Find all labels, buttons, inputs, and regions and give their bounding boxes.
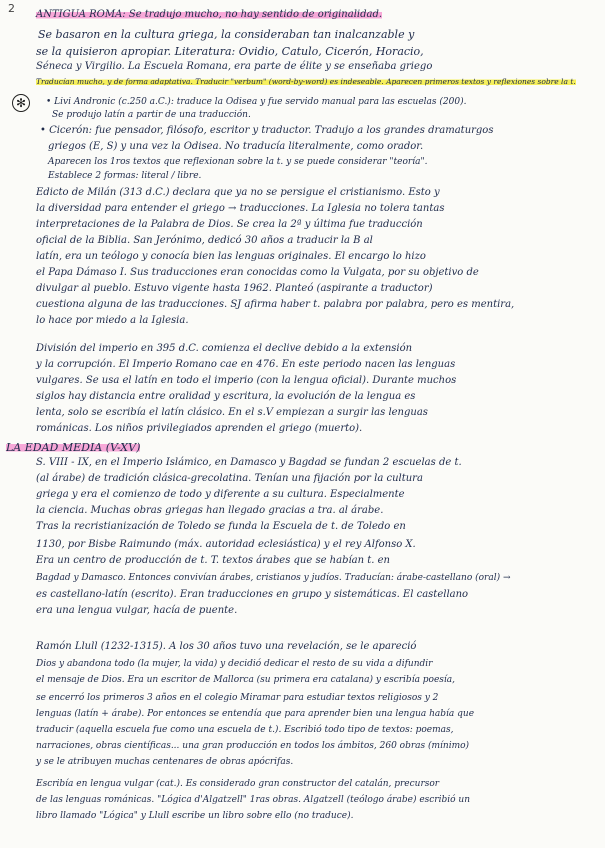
note-line: y la corrupción. El Imperio Romano cae en 476. En este periodo nacen las lenguas	[36, 359, 456, 370]
note-line: lenguas (latín + árabe). Por entonces se entendía que para aprender bien una lengua había que	[36, 709, 475, 719]
note-line: oficial de la Biblia. San Jerónimo, dedicó 30 años a traducir la B al	[36, 235, 373, 246]
note-line: lo hace por miedo a la Iglesia.	[36, 315, 189, 326]
note-line: Séneca y Virgilio. La Escuela Romana, era parte de élite y se enseñaba griego	[36, 61, 433, 72]
note-line: Traducían mucho, y de forma adaptativa. Traducir "verbum" (word-by-word) es indeseable. Aparecen primeros textos y reflexiones sobre la t.	[36, 77, 576, 86]
note-line: Tras la recristianización de Toledo se funda la Escuela de t. de Toledo en	[36, 521, 406, 532]
note-line: libro llamado "Lógica" y Llull escribe un libro sobre ello (no traduce).	[36, 811, 354, 821]
note-line: traducir (aquella escuela fue como una escuela de t.). Escribió todo tipo de textos: poemas,	[36, 725, 454, 735]
note-line: • Livi Andronic (c.250 a.C.): traduce la Odisea y fue servido manual para las escuelas (200).	[46, 97, 467, 107]
note-line: Era un centro de producción de t. T. textos árabes que se habían t. en	[36, 555, 390, 566]
note-line: Establece 2 formas: literal / libre.	[48, 171, 202, 181]
note-line: Se produjo latín a partir de una traducción.	[52, 110, 251, 120]
page-number: 2	[8, 2, 15, 15]
note-line: Se basaron en la cultura griega, la consideraban tan inalcanzable y	[38, 28, 415, 41]
note-line: la diversidad para entender el griego → traducciones. La Iglesia no tolera tantas	[36, 203, 445, 214]
note-line: Escribía en lengua vulgar (cat.). Es considerado gran constructor del catalán, precursor	[36, 779, 440, 789]
note-line: se encerró los primeros 3 años en el colegio Miramar para estudiar textos religiosos y 2	[36, 693, 439, 703]
note-line: cuestiona alguna de las traducciones. SJ afirma haber t. palabra por palabra, pero es mentira,	[36, 299, 515, 310]
note-line: la ciencia. Muchas obras griegas han llegado gracias a tra. al árabe.	[36, 505, 384, 516]
asterisk-bullet-icon: ✻	[12, 94, 30, 112]
note-line: siglos hay distancia entre oralidad y escritura, la evolución de la lengua es	[36, 391, 416, 402]
note-line: narraciones, obras científicas... una gran producción en todos los ámbitos, 260 obras (mínimo)	[36, 741, 470, 751]
note-line: Ramón Llull (1232-1315). A los 30 años tuvo una revelación, se le apareció	[36, 641, 417, 652]
note-line: románicas. Los niños privilegiados aprenden el griego (muerto).	[36, 423, 363, 434]
note-line: el mensaje de Dios. Era un escritor de Mallorca (su primera era catalana) y escribía poesía,	[36, 675, 456, 685]
note-line: División del imperio en 395 d.C. comienza el declive debido a la extensión	[36, 343, 413, 354]
note-line: y se le atribuyen muchas centenares de obras apócrifas.	[36, 757, 294, 767]
note-line: Bagdad y Damasco. Entonces convivían árabes, cristianos y judíos. Traducían: árabe-castellano (oral) →	[36, 573, 511, 583]
note-line: • Cicerón: fue pensador, filósofo, escritor y traductor. Tradujo a los grandes dramaturgos	[40, 125, 494, 136]
note-line: es castellano-latín (escrito). Eran traducciones en grupo y sistemáticas. El castellano	[36, 589, 469, 600]
note-line: interpretaciones de la Palabra de Dios. Se crea la 2ª y última fue traducción	[36, 219, 423, 230]
note-line: griega y era el comienzo de todo y diferente a su cultura. Especialmente	[36, 489, 405, 500]
note-line: Aparecen los 1ros textos que reflexionan sobre la t. y se puede considerar "teoría".	[48, 157, 428, 167]
note-line: ANTIGUA ROMA: Se tradujo mucho, no hay sentido de originalidad.	[36, 9, 383, 20]
note-line: lenta, solo se escribía el latín clásico. En el s.V empiezan a surgir las lenguas	[36, 407, 428, 418]
note-line: S. VIII - IX, en el Imperio Islámico, en Damasco y Bagdad se fundan 2 escuelas de t.	[36, 457, 462, 468]
note-line: era una lengua vulgar, hacía de puente.	[36, 605, 238, 616]
note-line: 1130, por Bisbe Raimundo (máx. autoridad eclesiástica) y el rey Alfonso X.	[36, 539, 416, 550]
note-line: vulgares. Se usa el latín en todo el imperio (con la lengua oficial). Durante muchos	[36, 375, 457, 386]
note-line: (al árabe) de tradición clásica-grecolatina. Tenían una fijación por la cultura	[36, 473, 423, 484]
note-line: de las lenguas románicas. "Lógica d'Algatzell" 1ras obras. Algatzell (teólogo árabe) escribió un	[36, 795, 470, 805]
note-line: Edicto de Milán (313 d.C.) declara que ya no se persigue el cristianismo. Esto y	[36, 187, 440, 198]
note-line: latín, era un teólogo y conocía bien las lenguas originales. El encargo lo hizo	[36, 251, 426, 262]
note-line: LA EDAD MEDIA (V-XV)	[6, 441, 141, 454]
note-line: Dios y abandona todo (la mujer, la vida) y decidió dedicar el resto de su vida a difundir	[36, 659, 433, 669]
note-line: se la quisieron apropiar. Literatura: Ovidio, Catulo, Cicerón, Horacio,	[36, 45, 424, 58]
note-line: divulgar al pueblo. Estuvo vigente hasta 1962. Planteó (aspirante a traductor)	[36, 283, 433, 294]
note-line: el Papa Dámaso I. Sus traducciones eran conocidas como la Vulgata, por su objetivo de	[36, 267, 479, 278]
note-line: griegos (E, S) y una vez la Odisea. No traducía literalmente, como orador.	[48, 141, 424, 152]
